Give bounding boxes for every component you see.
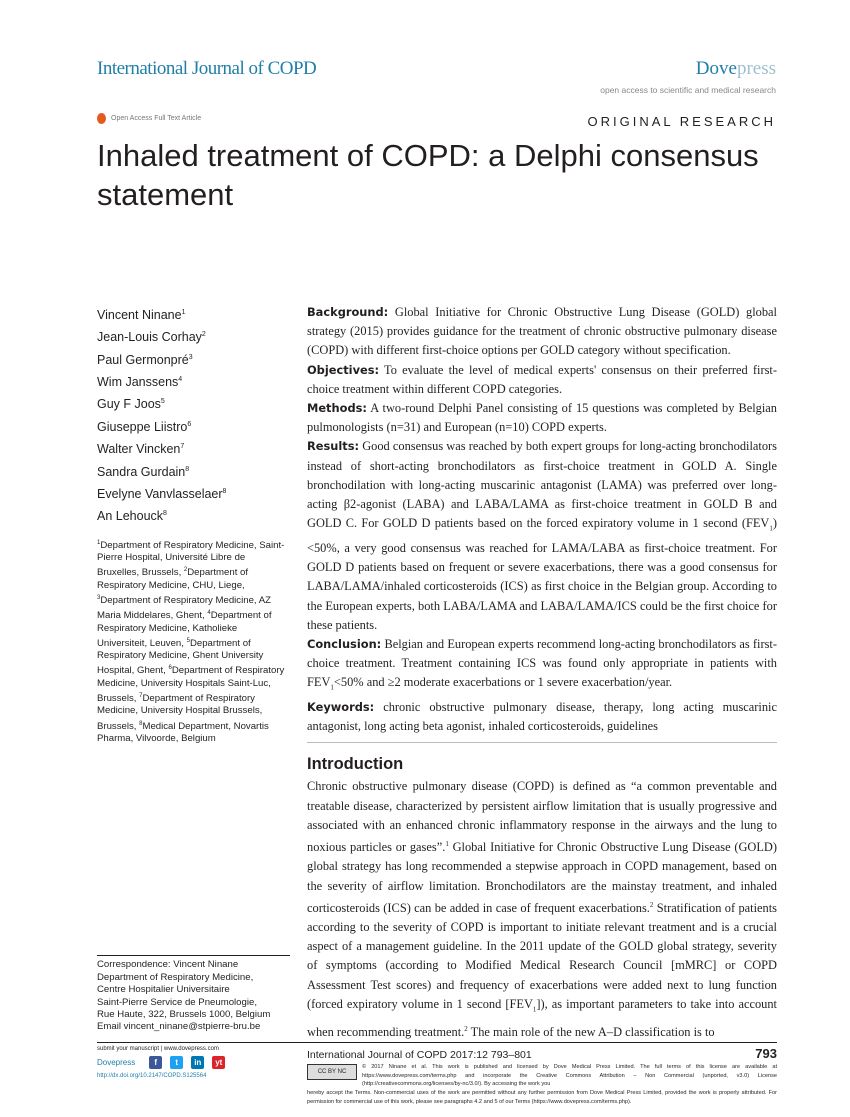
affiliation-mark: 2 [183, 567, 188, 574]
correspondence-line: Rue Haute, 322, Brussels 1000, Belgium [97, 1009, 271, 1021]
youtube-icon[interactable]: yt [212, 1056, 225, 1069]
text: Chronic obstructive pulmonary disease (COPD) is defined as “a common preventable and treatable disease, characterized by persistent airflow limitation that is usually progressive and associated with an enhanced chronic inflammatory response in the airways and the lung to noxious particles or gases”. [307, 779, 777, 855]
license-block [307, 1063, 777, 1107]
affiliation-mark: 3 [97, 594, 101, 601]
reference[interactable]: 2 [464, 1024, 468, 1033]
open-access-label [97, 113, 201, 124]
author-affiliation-mark: 6 [187, 420, 192, 428]
author [97, 392, 290, 414]
author-affiliation-mark: 5 [160, 398, 165, 406]
text: <50% and ≥2 moderate exacerbations or 1 severe exacerbation/year. [333, 675, 673, 690]
twitter-icon[interactable]: t [170, 1056, 183, 1069]
abstract [307, 303, 777, 736]
author-name: Wim Janssens [97, 375, 179, 390]
author [97, 482, 290, 504]
label: Conclusion: [307, 636, 382, 651]
author-name: Evelyne Vanvlasselaer [97, 487, 223, 502]
citation-row [307, 1046, 777, 1061]
author-affiliation-mark: 2 [201, 331, 206, 339]
affiliation-mark: 7 [139, 692, 143, 699]
text: To evaluate the level of medical experts' consensus on their preferred first-choice treatment within different COPD categories. [307, 362, 777, 396]
author [97, 303, 290, 325]
dove-row [97, 1056, 290, 1069]
text: Stratification of patients according to the severity of COPD is important to initiate relevant treatment and is a crucial aspect of a management guideline. In the 2011 update of the GOLD global strategy, severity of symptoms (according to Modified Medical Research Council [mMRC] or COPD Assessment Test scores) and frequency of exacerbations were added next to lung function (forced expiratory volume in 1 second [FEV [307, 900, 777, 1011]
author-affiliation-mark: 8 [185, 465, 190, 473]
cc-license-icon[interactable]: CC BY NC [307, 1064, 357, 1080]
affiliation-mark: 8 [139, 720, 143, 727]
page-footer [97, 1042, 777, 1117]
open-access-icon [97, 113, 106, 124]
abstract-background [307, 303, 777, 361]
submit-link[interactable]: submit your manuscript | www.dovepress.com [97, 1045, 219, 1052]
open-access-text: Open Access Full Text Article [111, 115, 202, 122]
text: Global Initiative for Chronic Obstructive Lung Disease (GOLD) global strategy has long recommended a stepwise approach in COPD management, based on the severity of airflow limitation. Bronchodilators are the mainstay treatment, and inhaled corticosteroids (ICS) can be added in case of frequent exacerbations. [307, 840, 778, 915]
doi-link[interactable]: http://dx.doi.org/10.2147/COPD.S125564 [97, 1072, 207, 1079]
affiliation-text: Medical Department, Novartis Pharma, Vilvoorde, Belgium [97, 720, 269, 744]
author-affiliation-mark: 8 [163, 510, 167, 518]
footer-right [307, 1046, 777, 1107]
subscript: 1 [330, 683, 334, 692]
facebook-icon[interactable]: f [149, 1056, 162, 1069]
correspondence-line: Saint-Pierre Service de Pneumologie, [97, 996, 257, 1008]
main-content [0, 300, 850, 1042]
abstract-methods [307, 399, 777, 437]
reference[interactable]: 2 [649, 900, 654, 909]
label: Objectives: [307, 362, 380, 377]
divider [97, 955, 290, 956]
label: Results: [307, 439, 360, 454]
journal-name: International Journal of COPD [97, 58, 317, 79]
license-text: © 2017 Ninane et al. This work is published and licensed by Dove Medical Press Limited. The full terms of this license are available at https://www.dovepress.com/terms.php and incorporate the Creative Commons Attribution – Non Commercial (unported, v3.0) License (http://creativecommons.org/licenses/by-nc/3.0/). By accessing the work you [362, 1063, 777, 1088]
label: Methods: [307, 401, 367, 416]
section-heading: Introduction [307, 755, 404, 774]
author [97, 348, 290, 370]
author-affiliation-mark: 8 [222, 487, 227, 495]
publisher-logo-b: press [736, 58, 776, 79]
author-name: Sandra Gurdain [97, 464, 186, 479]
author-name: Walter Vincken [97, 442, 181, 457]
right-column [307, 303, 777, 1042]
label: Background: [307, 305, 389, 319]
introduction-text [307, 777, 777, 1041]
text: A two-round Delphi Panel consisting of 15 questions was completed by Belgian pulmonologists (n=31) and European (n=10) COPD experts. [307, 401, 777, 435]
text: Belgian and European experts recommend long-acting bronchodilators as first-choice treatment. Treatment containing ICS was found only appropriate in patients with FEV [307, 636, 777, 690]
author-name: Guy F Joos [97, 397, 161, 412]
affiliation-mark: 5 [186, 637, 190, 644]
author [97, 415, 290, 437]
subscript: 1 [532, 1005, 537, 1014]
abstract-results [307, 437, 777, 635]
abstract-keywords [307, 698, 777, 736]
affiliations [97, 537, 290, 746]
divider [307, 742, 777, 743]
correspondence [97, 959, 290, 1033]
affiliation-text: Department of Respiratory Medicine, University Hospital Brussels, Brussels, [97, 693, 263, 732]
footer-left [97, 1046, 290, 1107]
author-name: An Lehouck [97, 509, 164, 524]
abstract-objectives [307, 361, 777, 399]
text: chronic obstructive pulmonary disease, therapy, long acting muscarinic antagonist, long acting beta agonist, inhaled corticosteroids, guidelines [307, 700, 777, 734]
abstract-conclusion [307, 635, 777, 698]
paper-title: Inhaled treatment of COPD: a Delphi consensus statement [97, 138, 759, 212]
author-list [97, 303, 290, 527]
correspondence-line: Correspondence: Vincent Ninane [97, 959, 239, 971]
affiliation-mark: 1 [97, 539, 101, 546]
text: ]), as important parameters to take into account when recommending treatment. [307, 996, 777, 1039]
article-type: ORIGINAL RESEARCH [587, 114, 776, 129]
text: )<50%, a very good consensus was reached for LAMA/LABA as first-choice treatment. For GOLD D patients based on frequent or severe exacerbations, there was a good consensus for LABA/LAMA/inhaled corticosteroids (ICS) as first choice in the Belgian group. According to the European experts, both LABA/LAMA and LABA/LAMA/ICS could be the first choice for these patients. [307, 516, 777, 632]
affiliation-text: Department of Respiratory Medicine, AZ Maria Middelares, Ghent, [97, 594, 271, 622]
correspondence-line: Centre Hospitalier Universitaire [97, 984, 230, 996]
text: Good consensus was reached by both expert groups for long-acting bronchodilators instead of short-acting bronchodilators as first-choice treatment in GOLD A. Single bronchodilation with long-acting muscarinic antagonist (LAMA) was preferred over long-acting β2-agonist (LABA) and LABA/LAMA as first-choice treatment in GOLD B and GOLD C. For GOLD D patients based on the forced expiratory volume in 1 second (FEV [307, 439, 777, 531]
author-name: Paul Germonpré [97, 352, 189, 367]
correspondence-line: Department of Respiratory Medicine, [97, 971, 254, 983]
author-name: Vincent Ninane [97, 308, 182, 323]
linkedin-icon[interactable]: in [191, 1056, 204, 1069]
page-header [0, 0, 850, 300]
label: Keywords: [307, 700, 375, 714]
publisher-logo [696, 58, 776, 80]
author [97, 370, 290, 392]
correspondence-line: Email vincent_ninane@stpierre-bru.be [97, 1021, 261, 1033]
affiliation-text: Department of Respiratory Medicine, CHU, Liege, [97, 567, 249, 591]
publisher-logo-a: Dove [695, 58, 737, 79]
author-affiliation-mark: 3 [188, 353, 193, 361]
affiliation-text: Department of Respiratory Medicine, Ghent University Hospital, Ghent, [97, 637, 264, 677]
dovepress-logo: Dovepress [97, 1057, 136, 1067]
affiliation-mark: 6 [168, 665, 172, 672]
correspondence-block [97, 941, 290, 1041]
author [97, 437, 290, 459]
author-affiliation-mark: 7 [180, 443, 185, 451]
page-number: 793 [755, 1045, 777, 1061]
affiliation-text: Department of Respiratory Medicine, Saint-Pierre Hospital, Université Libre de Bruxelles, Brussels, [97, 539, 285, 579]
publisher-tagline: open access to scientific and medical research [600, 85, 776, 95]
text: The main role of the new A–D classification is to [467, 1024, 715, 1039]
left-column [97, 303, 290, 1042]
social-links [149, 1056, 225, 1069]
author [97, 325, 290, 347]
subscript: 1 [769, 524, 773, 533]
author-affiliation-mark: 1 [181, 309, 186, 316]
author-name: Jean-Louis Corhay [97, 330, 202, 345]
affiliation-text: Department of Respiratory Medicine, Katholieke Universiteit, Leuven, [97, 610, 272, 649]
text: Global Initiative for Chronic Obstructive Lung Disease (GOLD) global strategy (2015) provides guidance for the treatment of chronic obstructive pulmonary disease (COPD) with different first-choice options per GOLD category without specification. [307, 305, 777, 358]
license-text-2: hereby accept the Terms. Non-commercial uses of the work are permitted without any further permission from Dove Medical Press Limited, provided the work is properly attributed. For permission for commercial use of this work, please see paragraphs 4.2 and 5 of our Terms (https://www.dovepress.com/terms.php). [307, 1090, 777, 1106]
affiliation-text: Department of Respiratory Medicine, University Hospitals Saint-Luc, Brussels, [97, 665, 285, 705]
citation: International Journal of COPD 2017:12 793–801 [307, 1048, 532, 1061]
author [97, 460, 290, 482]
author-affiliation-mark: 4 [178, 376, 183, 384]
affiliation-mark: 4 [207, 610, 211, 617]
author [97, 504, 290, 526]
reference[interactable]: 1 [445, 840, 449, 849]
author-name: Giuseppe Liistro [97, 419, 188, 434]
